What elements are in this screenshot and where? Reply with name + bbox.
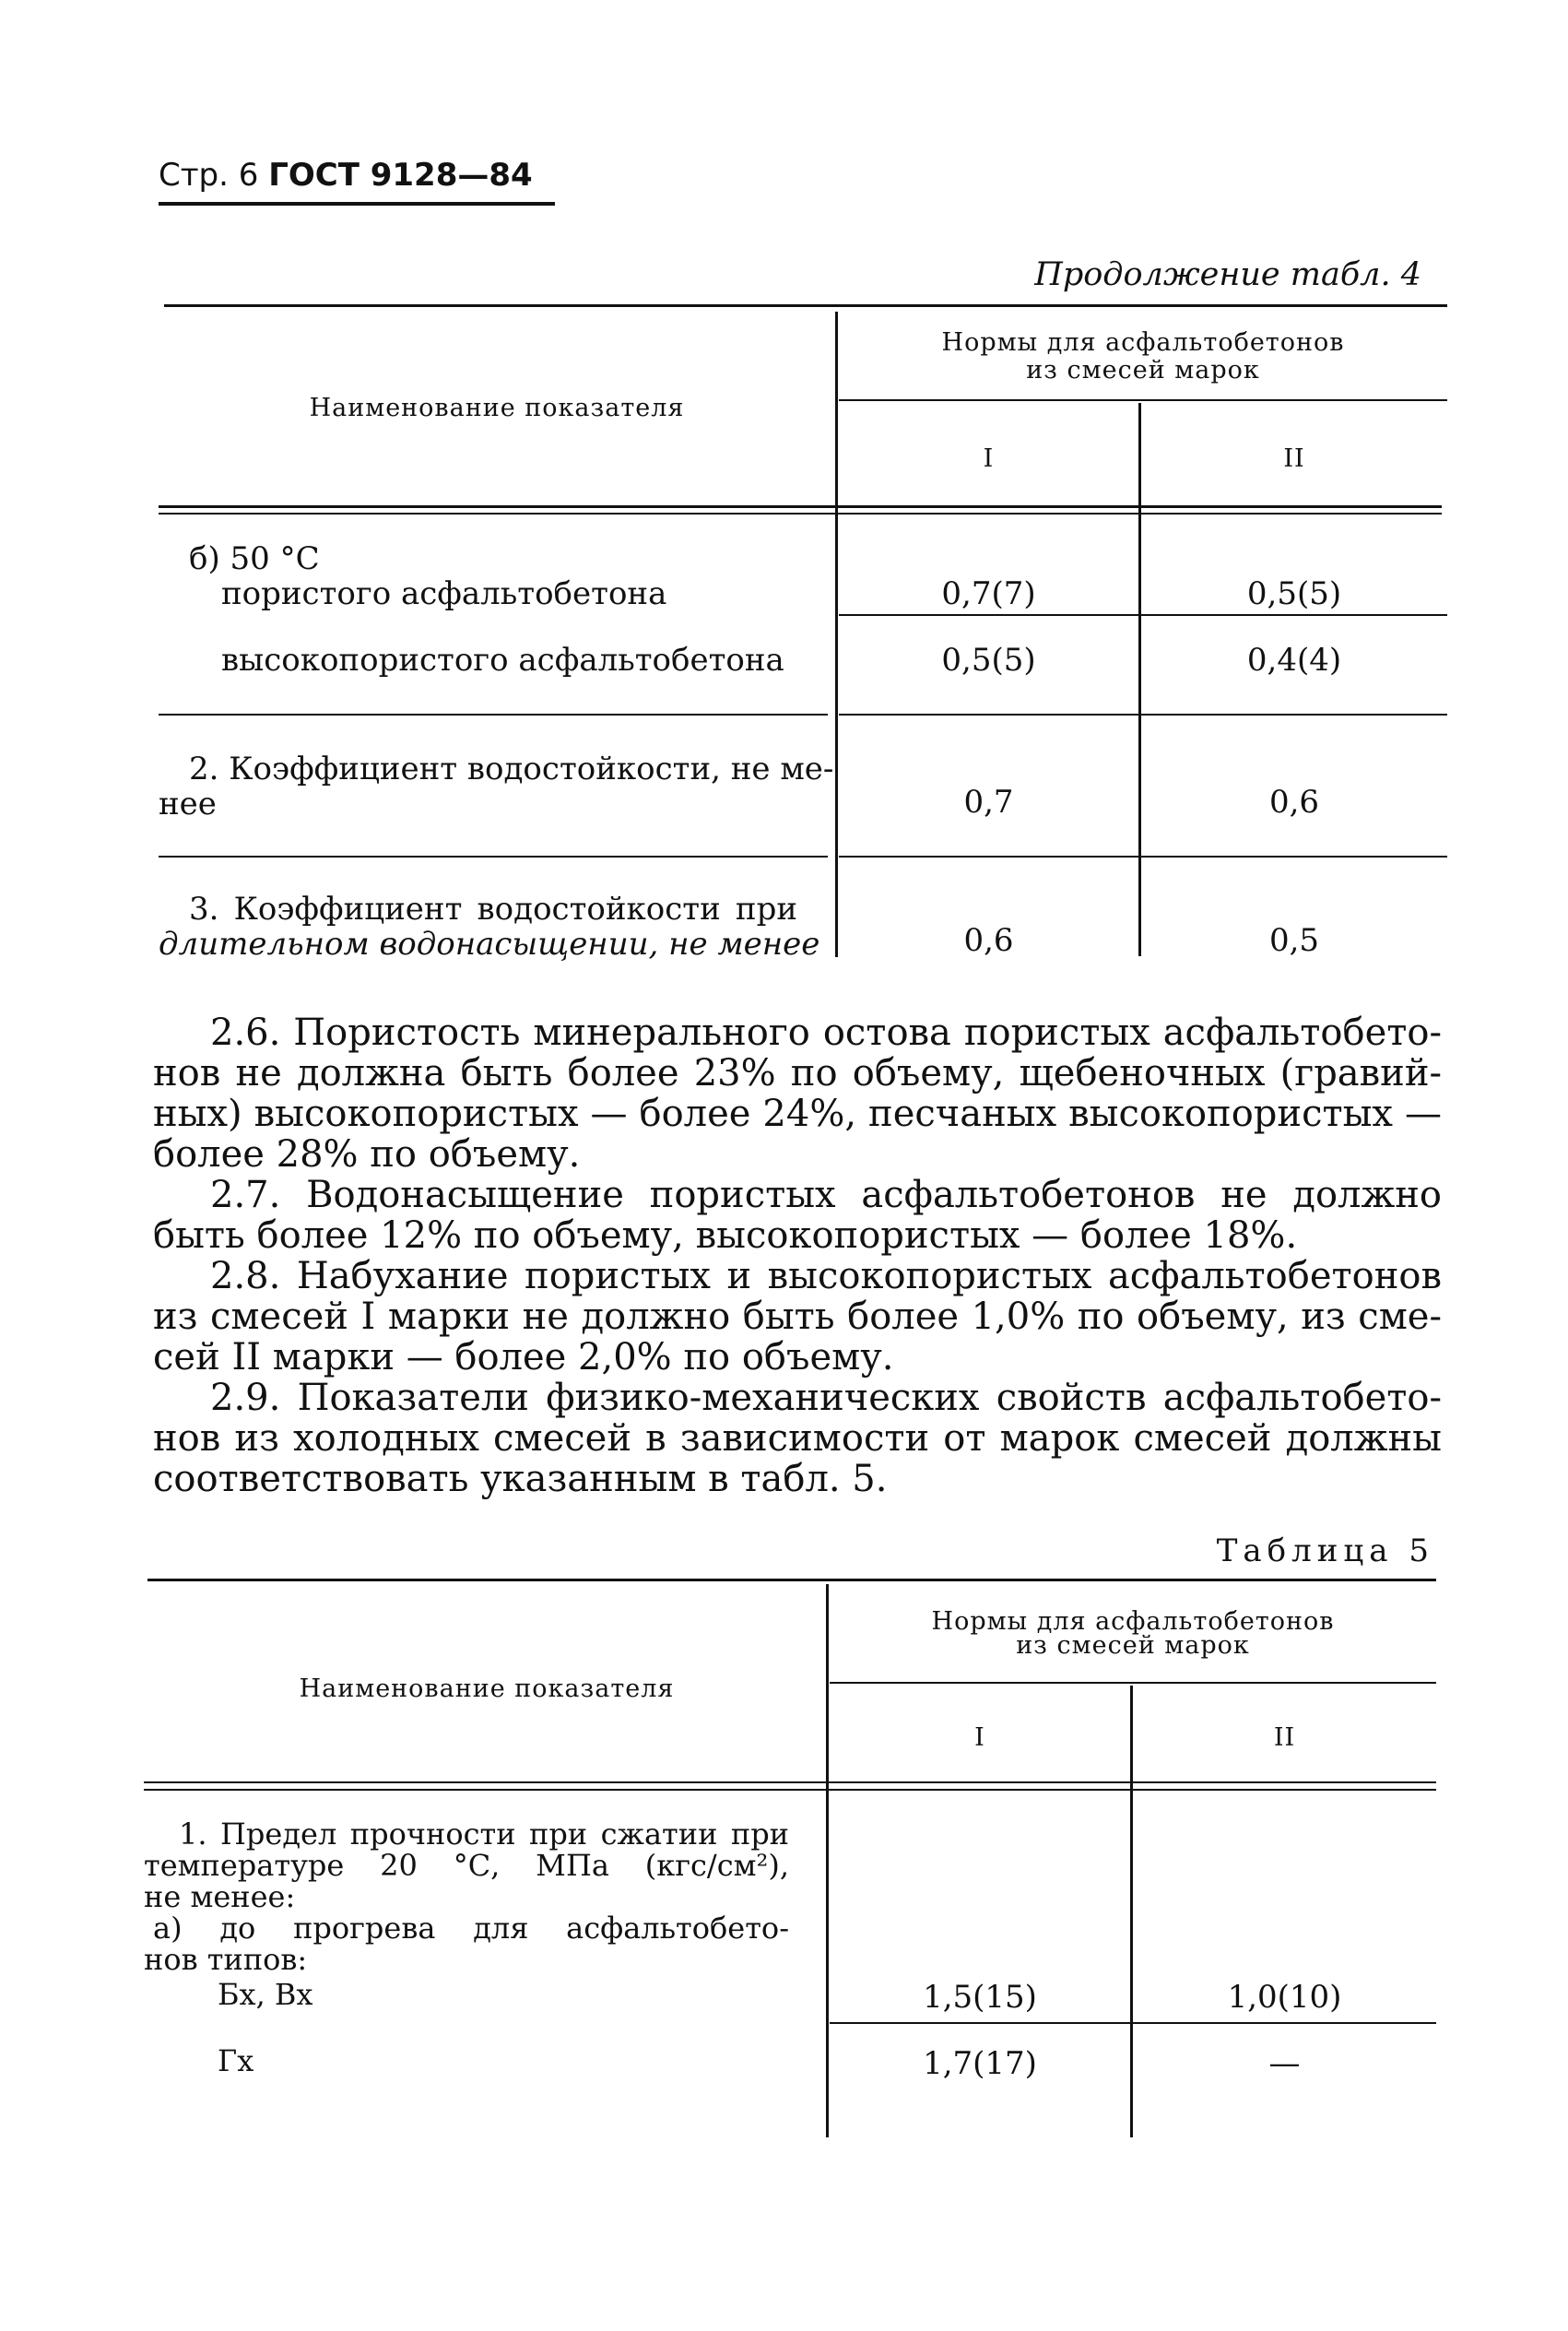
table4-cell: 0,6 [963,922,1014,959]
paragraph-line: 2.6. Пористость минерального остова пористых асфальтобето- [210,1012,1442,1054]
table5-col-name-header: Наименование показателя [299,1674,675,1703]
table4-col-i-header: I [983,444,995,473]
table4-row-rule [839,614,1447,616]
paragraph-2-6 [153,1012,1442,1175]
table4-cell: 0,5(5) [941,642,1036,679]
paragraph-2-8 [153,1256,1442,1378]
paragraph-line: сей II марки — более 2,0% по объему. [153,1336,894,1378]
table5-caption: Таблица 5 [1216,1532,1434,1569]
table4-col-ii-header: II [1283,444,1305,473]
table4-col-name-header: Наименование показателя [309,394,685,422]
table4-row-label: б) 50 °С [189,540,320,577]
header-rule [159,202,555,206]
table4-row-label: длительном водонасыщении, не менее [159,926,820,963]
table5-row1-text [144,1818,789,1975]
paragraph-line: 2.8. Набухание пористых и высокопористых асфальтобетонов [210,1255,1442,1297]
paragraph-line: более 28% по объему. [153,1133,581,1176]
table5-divider [826,1584,829,2137]
table4-cell: 0,5(5) [1246,575,1342,612]
table5-cell: 1,5(15) [923,1979,1037,2016]
table5-cell: — [1268,2045,1301,2082]
table4-header-bottom-rule [159,505,1442,508]
table4-cell: 0,6 [1268,784,1320,821]
table4-cell: 0,7(7) [941,575,1036,612]
table5-row-line: не менее: [144,1879,296,1914]
table4-row-rule [159,856,828,858]
paragraph-2-9 [153,1378,1442,1499]
table4-cell: 0,4(4) [1246,642,1342,679]
page-header [159,157,533,194]
table5-cell: 1,7(17) [923,2045,1037,2082]
table4-divider [1138,403,1141,956]
table5-col-ii-header: II [1273,1723,1296,1752]
table4-row-label: нее [159,786,217,822]
paragraph-line: нов из холодных смесей в зависимости от марок смесей должны [153,1417,1442,1460]
paragraph-line: ных) высокопористых — более 24%, песчаных высокопористых — [153,1093,1442,1135]
table4-caption: Продолжение табл. 4 [1034,256,1421,293]
table4-top-rule [164,304,1447,307]
table5-col-norms-header: Нормы для асфальтобетонов [931,1607,1335,1636]
table5-top-rule [147,1579,1436,1581]
table5-col-norms-header: из смесей марок [1016,1631,1250,1660]
paragraphs [153,1012,1442,1499]
table4-row-label: высокопористого асфальтобетона [221,642,784,679]
table4-header-bottom-rule [159,513,1442,515]
paragraph-line: 2.7. Водонасыщение пористых асфальтобетонов не должно [210,1174,1442,1216]
table4-row-label: пористого асфальтобетона [221,575,667,612]
table5-row-rule [830,2022,1436,2024]
table4-cell: 0,7 [963,784,1014,821]
table5-header-bottom-rule [144,1789,1436,1791]
table5-row-line: нов типов: [144,1942,308,1977]
table5-row-label: Гх [218,2043,254,2078]
table4-row-label: 3. Коэффициент водостойкости при [189,891,797,928]
table4-header-sub-rule [839,399,1447,401]
standard-number: ГОСТ 9128—84 [268,157,533,194]
table5-row-line: а) до прогрева для асфальтобето- [153,1911,789,1946]
paragraph-line: 2.9. Показатели физико-механических свойств асфальтобето- [210,1377,1442,1419]
table5-row-line: 1. Предел прочности при сжатии при [179,1816,789,1852]
paragraph-line: нов не должна быть более 23% по объему, щебеночных (гравий- [153,1052,1442,1095]
table4-row-label: 2. Коэффициент водостойкости, не ме- [189,751,834,787]
table4-row-rule [159,714,828,716]
table4-col-norms-header: Нормы для асфальтобетонов из смесей марок [941,328,1345,385]
paragraph-line: соответствовать указанным в табл. 5. [153,1458,888,1500]
table5-col-i-header: I [974,1723,985,1752]
paragraph-line: из смесей I марки не должно быть более 1,0% по объему, из сме- [153,1296,1442,1338]
paragraph-2-7 [153,1175,1442,1256]
table4-row-rule [839,856,1447,858]
paragraph-line: быть более 12% по объему, высокопористых — более 18%. [153,1214,1298,1257]
table4-cell: 0,5 [1268,922,1320,959]
page-number: Стр. 6 [159,157,259,194]
table5-header-sub-rule [830,1682,1436,1684]
table5-row-label: Бх, Вх [218,1977,313,2012]
table5-header-bottom-rule [144,1781,1436,1783]
table4-divider [835,312,838,957]
table4-row-rule [839,714,1447,716]
table5-cell: 1,0(10) [1227,1979,1342,2016]
table5-row-line: температуре 20 °С, МПа (кгс/см²), [144,1848,789,1883]
